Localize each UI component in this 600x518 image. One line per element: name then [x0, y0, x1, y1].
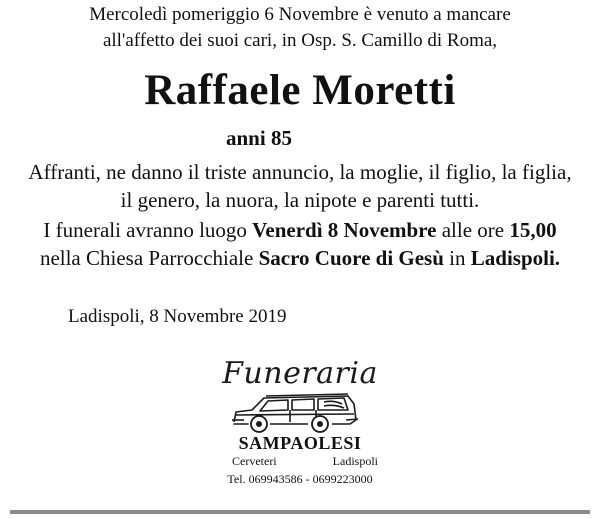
church-mid: in [443, 246, 471, 270]
funeral-prefix: I funerali avranno luogo [43, 218, 253, 242]
church-prefix: nella Chiesa Parrocchiale [39, 246, 259, 270]
funeral-time: 15,00 [509, 218, 557, 242]
deceased-age: anni 85 [226, 126, 292, 150]
deceased-name: Raffaele Moretti [144, 67, 456, 114]
church-line [0, 246, 600, 271]
logo-phone: Tel. 069943586 - 0699223000 [227, 472, 373, 486]
place-date: Ladispoli, 8 Novembre 2019 [68, 306, 287, 327]
logo-town-ladispoli: Ladispoli [332, 454, 378, 468]
logo-towns [230, 454, 380, 469]
intro-line-1: Mercoledì pomeriggio 6 Novembre è venuto a mancare [89, 4, 511, 25]
funeral-home-logo [200, 348, 400, 498]
logo-town-cerveteri: Cerveteri [232, 454, 277, 468]
announcement-line-2: il genero, la nuora, la nipote e parenti tutti. [120, 188, 480, 212]
church-name: Sacro Cuore di Gesù [258, 246, 444, 270]
funeral-line [0, 218, 600, 243]
funeral-mid: alle ore [436, 218, 510, 242]
bottom-rule [10, 510, 590, 514]
logo-brand: SAMPAOLESI [238, 433, 362, 453]
announcement-line-1: Affranti, ne danno il triste annuncio, la moglie, il figlio, la figlia, [28, 160, 572, 184]
logo-title: Funeraria [222, 356, 378, 391]
church-town: Ladispoli. [470, 246, 561, 270]
intro-line-2: all'affetto dei suoi cari, in Osp. S. Camillo di Roma, [102, 30, 498, 51]
hearse-icon [230, 384, 360, 436]
funeral-day: Venerdì 8 Novembre [252, 218, 437, 242]
